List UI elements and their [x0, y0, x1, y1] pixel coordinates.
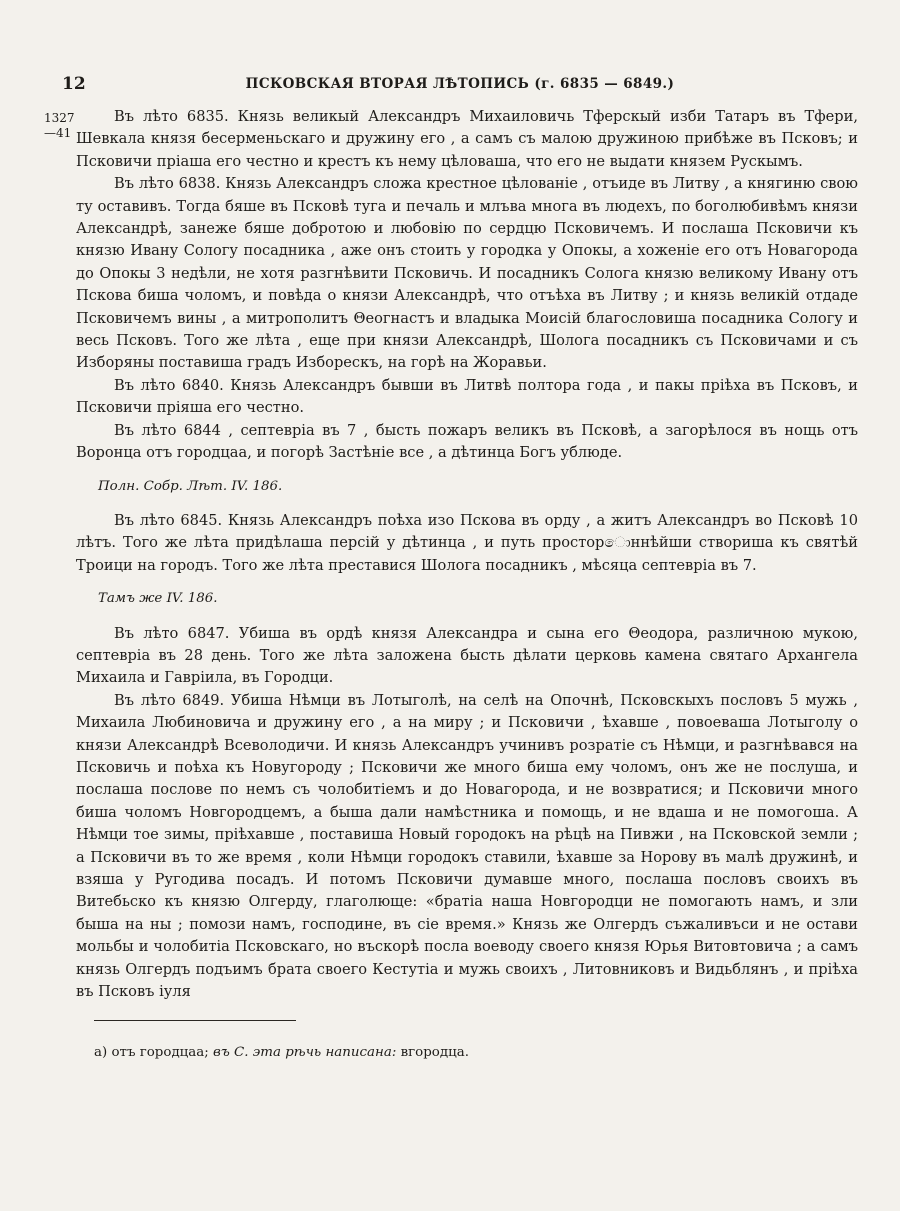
- paragraph-6845: Въ лѣто 6845. Князь Александръ поѣха изо Пскова въ орду , а житъ Александръ во Псковѣ 10 лѣтъ. Того же лѣта придѣлаша персій у дѣтинца , и путь просторොннѣйши створиша къ святѣй Троици на городъ. Того же лѣта преставися Шолога посадникъ , мѣсяца септевріа въ 7.: [76, 511, 858, 574]
- main-text: [76, 106, 858, 1003]
- source-reference-2: Тамъ же IV. 186.: [98, 591, 218, 607]
- page-number: 12: [62, 74, 86, 94]
- margin-year-range: —41: [44, 126, 72, 140]
- page-header: [60, 74, 860, 98]
- paragraph-6840: Въ лѣто 6840. Князь Александръ бывши въ Литвѣ полтора года , и пакы пріѣха въ Псковъ, и Псковичи пріяша его честно.: [76, 376, 858, 417]
- margin-year: 1327: [44, 111, 75, 125]
- footnote-note: въ С. эта рѣчь написана:: [213, 1045, 397, 1060]
- footnote: [94, 1043, 794, 1063]
- paragraph-6838: Въ лѣто 6838. Князь Александръ сложа крестное цѣлованіе , отъиде въ Литву , а княгиню свою ту оставивъ. Тогда бяше въ Псковѣ туга и печаль и млъва многа въ людехъ, по боголюбивѣмъ князи Александрѣ, занеже бяше добротою и любовію по сердцю Псковичемъ. И послаша Псковичи къ князю Ивану Сологу посадника , аже онъ стоить у городка у Опокы, а хоженіе его отъ Новагорода до Опокы 3 недѣли, не хотя разгнѣвити Псковичь. И посадникъ Сологa князю великому Ивану отъ Пскова биша чоломъ, и повѣда о князи Александрѣ, что отъѣха въ Литву ; и князь великій отдаде Псковичемъ вины , а митрополитъ Θеогнастъ и владыка Моисій благословиша посадника Сологу и весь Псковъ. Того же лѣта , еще при князи Александрѣ, Шолога посадникъ съ Псковичами и съ Изборяны поставиша градъ Изборескъ, на горѣ на Жоравьи.: [76, 175, 858, 372]
- source-reference-1: Полн. Собр. Лѣт. IV. 186.: [98, 478, 283, 494]
- running-title: ПСКОВСКАЯ ВТОРАЯ ЛѢТОПИСЬ (г. 6835 — 6849.): [245, 76, 675, 92]
- footnote-ref: отъ городцаа;: [111, 1045, 209, 1060]
- footnote-variant: вгородца.: [400, 1045, 469, 1060]
- paragraph-6835: Въ лѣто 6835. Князь великый Александръ Михаиловичь Тферскый изби Татаръ въ Тфери, Шевкала князя бесерменьскаго и дружину его , а самъ съ малою дружиною прибѣже въ Псковъ; и Псковичи пріаша его честно и крестъ къ нему цѣловаша, что его не выдати князем Рускымъ.: [76, 108, 858, 170]
- paragraph-6849: Въ лѣто 6849. Убиша Нѣмци въ Лотыголѣ, на селѣ на Опочнѣ, Псковскыхъ пословъ 5 мужь , Михаила Любиновича и дружину его , а на миру ; и Псковичи , ѣхавше , повоеваша Лотыголу о князи Александрѣ Всеволодичи. И князь Александръ учинивъ розратіе съ Нѣмци, и разгнѣвався на Псковичь и поѣха къ Новугороду ; Псковичи же много биша ему чоломъ, онъ же не послуша, и послаша послове по немъ съ чолобитіемъ и до Новагорода, и не возвратися; и Псковичи много биша чоломъ Новгородцемъ, а быша дали намѣстника и помощь, и не вдаша и не помогоша. А Нѣмци тое зимы, пріѣхавше , поставиша Новый городокъ на рѣцѣ на Пивжи , на Псковской земли ; а Псковичи въ то же время , коли Нѣмци городокъ ставили, ѣхавше за Норову въ малѣ дружинѣ, и взяша у Ругодива посадъ. И потомъ Псковичи думавше много, послаша пословъ своихъ въ Витебьско къ князю Олгерду, глаголюще: «братіа наша Новгородци не помогають намъ, и зли быша на ны ; помози намъ, господине, въ сіе время.» Князь же Олгердъ съжаливъси и не остави мольбы и чолобитіа Псковскаго, но въскорѣ посла воеводу своего князя Юрья Витовтовича ; а самъ князь Олгердъ подъимъ брата своего Кестутіа и мужь своихъ , Литовниковъ и Видьблянъ , и пріѣха въ Псковъ іуля: [76, 691, 858, 1001]
- paragraph-6847: Въ лѣто 6847. Убиша въ ордѣ князя Александра и сына его Θеодора, различною мукою, септевріа въ 28 день. Того же лѣта заложена бысть дѣлати церковь камена святаго Архангела Михаила и Гавріила, въ Городци.: [76, 624, 858, 687]
- footnote-mark: а): [94, 1045, 108, 1060]
- footnote-divider: [94, 1020, 296, 1021]
- paragraph-6844: Въ лѣто 6844 , септевріа въ 7 , бысть пожаръ великъ въ Псковѣ, а загорѣлося въ нощь отъ Воронца отъ городцаа, и погорѣ Застѣніе все , а дѣтинца Богъ ублюде.: [76, 421, 858, 462]
